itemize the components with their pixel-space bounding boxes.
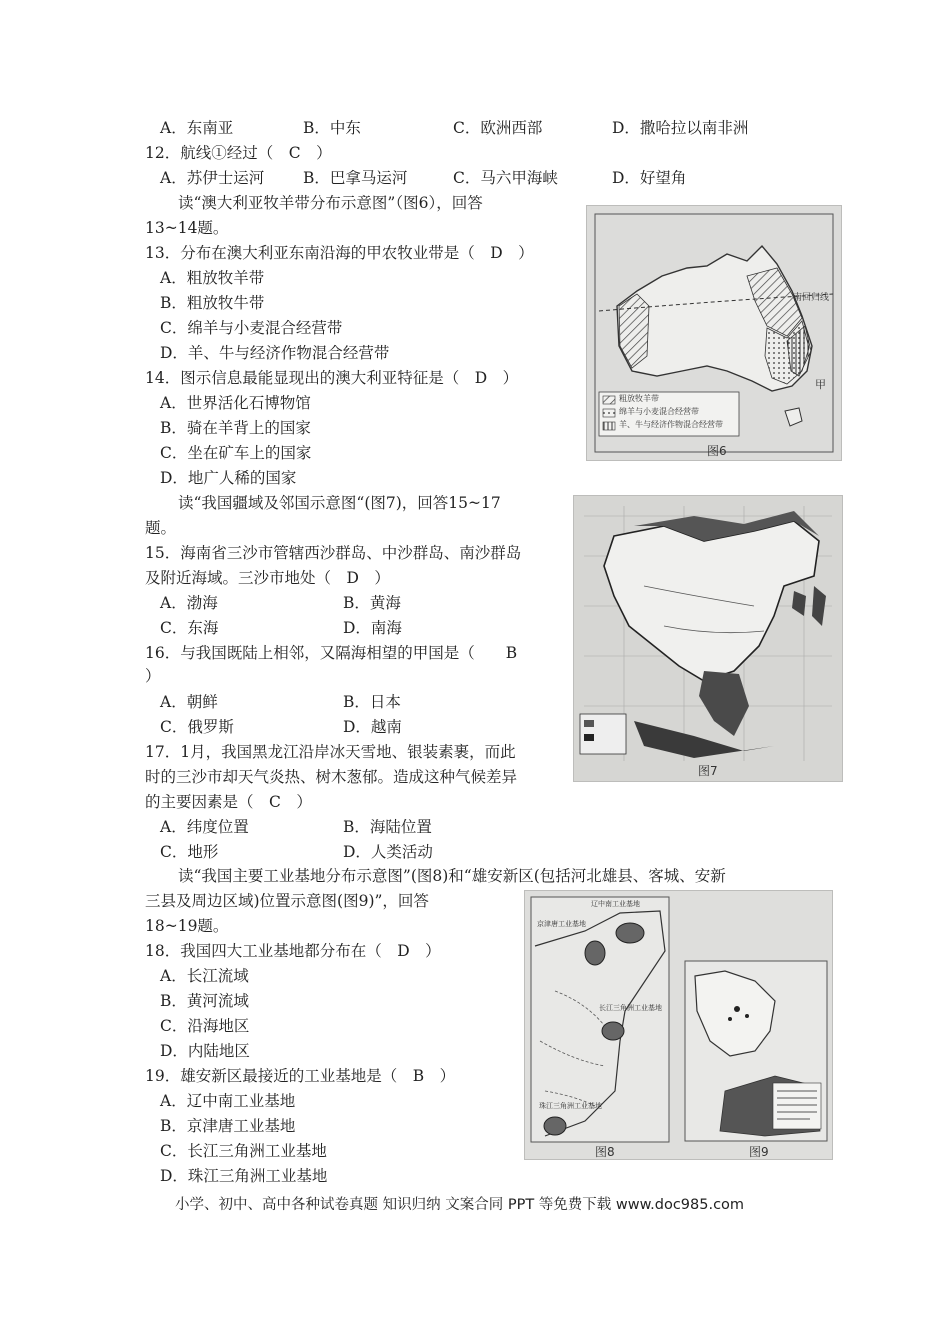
q11-option-b: B．中东 — [303, 119, 361, 137]
q16-option-d: D．越南 — [343, 718, 402, 736]
q17-stem-line1: 17．1月，我国黑龙江沿岸冰天雪地、银装素裹，而此 — [145, 743, 516, 761]
q16-option-c: C．俄罗斯 — [160, 718, 234, 736]
q15-option-b: B．黄海 — [343, 594, 401, 612]
figure-8-9-industrial-maps — [524, 890, 833, 1160]
q15-option-a: A．渤海 — [160, 594, 218, 612]
label-yangtze-delta: 长江三角洲工业基地 — [599, 1004, 662, 1012]
q18-option-d: D．内陆地区 — [160, 1042, 250, 1060]
jingjintang-base — [585, 941, 605, 965]
q19-stem: 19．雄安新区最接近的工业基地是（ B ） — [145, 1067, 456, 1085]
q15-stem-line2: 及附近海域。三沙市地处（ D ） — [145, 569, 390, 587]
q18-option-c: C．沿海地区 — [160, 1017, 250, 1035]
q15-option-c: C．东海 — [160, 619, 219, 637]
q12-stem: 12．航线①经过（ C ） — [145, 144, 332, 162]
intro-15-17-line1: 读“我国疆域及邻国示意图“(图7)，回答15~17 — [178, 494, 501, 512]
q19-option-a: A．辽中南工业基地 — [160, 1092, 296, 1110]
west-sheep-belt — [619, 294, 649, 368]
q16-stem-line1: 16．与我国既陆上相邻，又隔海相望的甲国是（ B — [145, 644, 518, 662]
legend-item-1: 粗放牧羊带 — [619, 394, 659, 403]
q12-option-a: A．苏伊士运河 — [160, 169, 265, 187]
q17-option-c: C．地形 — [160, 843, 219, 861]
q13-option-a: A．粗放牧羊带 — [160, 269, 265, 287]
q19-option-d: D．珠江三角洲工业基地 — [160, 1167, 328, 1185]
q18-option-a: A．长江流域 — [160, 967, 249, 985]
q12-option-b: B．巴拿马运河 — [303, 169, 408, 187]
china-map-svg — [574, 496, 842, 781]
intro-18-19-line2: 三县及周边区域)位置示意图(图9)”，回答 — [145, 892, 429, 910]
q15-stem-line1: 15．海南省三沙市管辖西沙群岛、中沙群岛、南沙群岛 — [145, 544, 522, 562]
legend-item-3: 羊、牛与经济作物混合经营带 — [619, 420, 723, 429]
industrial-maps-svg — [525, 891, 832, 1159]
q12-option-c: C．马六甲海峡 — [453, 169, 558, 187]
q12-option-d: D．好望角 — [612, 169, 687, 187]
figure-7-china-map — [573, 495, 843, 782]
q15-option-d: D．南海 — [343, 619, 402, 637]
figure-9-caption: 图9 — [749, 1145, 769, 1159]
intro-18-19-line1: 读“我国主要工业基地分布示意图”(图8)和“雄安新区(包括河北雄县、客城、安新 — [178, 867, 726, 885]
intro-13-14-line1: 读“澳大利亚牧羊带分布示意图”（图6），回答 — [178, 194, 483, 212]
q17-option-d: D．人类活动 — [343, 843, 433, 861]
q19-option-c: C．长江三角洲工业基地 — [160, 1142, 327, 1160]
q11-option-c: C．欧洲西部 — [453, 119, 543, 137]
pearl-delta-base — [544, 1117, 566, 1135]
q17-stem-line2: 时的三沙市却天气炎热、树木葱郁。造成这种气候差异 — [145, 768, 518, 786]
intro-13-14-line2: 13~14题。 — [145, 219, 229, 237]
label-jingjintang: 京津唐工业基地 — [537, 920, 586, 928]
q19-option-b: B．京津唐工业基地 — [160, 1117, 296, 1135]
tropic-label: 南回归线 — [793, 293, 830, 303]
q18-stem: 18．我国四大工业基地都分布在（ D ） — [145, 942, 441, 960]
legend-item-2: 绵羊与小麦混合经营带 — [619, 407, 699, 416]
q16-stem-line2: ） — [145, 667, 161, 685]
q13-option-b: B．粗放牧牛带 — [160, 294, 265, 312]
q14-option-d: D．地广人稀的国家 — [160, 469, 297, 487]
figure-8-caption: 图8 — [595, 1145, 615, 1159]
intro-15-17-line2: 题。 — [145, 519, 177, 537]
figure-6-caption: 图6 — [707, 444, 727, 458]
q14-stem: 14．图示信息最能显现出的澳大利亚特征是（ D ） — [145, 369, 519, 387]
q17-option-a: A．纬度位置 — [160, 818, 249, 836]
q18-option-b: B．黄河流域 — [160, 992, 249, 1010]
q14-option-b: B．骑在羊背上的国家 — [160, 419, 311, 437]
q14-option-a: A．世界活化石博物馆 — [160, 394, 311, 412]
q16-option-b: B．日本 — [343, 693, 401, 711]
intro-18-19-line3: 18~19题。 — [145, 917, 229, 935]
q17-option-b: B．海陆位置 — [343, 818, 432, 836]
label-liaozhongnan: 辽中南工业基地 — [591, 900, 640, 908]
label-pearl-delta: 珠江三角洲工业基地 — [539, 1102, 602, 1110]
figure-6-australia-map — [586, 205, 842, 461]
q13-option-d: D．羊、牛与经济作物混合经营带 — [160, 344, 390, 362]
q11-option-a: A．东南亚 — [160, 119, 234, 137]
q13-stem: 13．分布在澳大利亚东南沿海的甲农牧业带是（ D ） — [145, 244, 534, 262]
q17-stem-line3: 的主要因素是（ C ） — [145, 793, 312, 811]
q16-option-a: A．朝鲜 — [160, 693, 218, 711]
yangtze-delta-base — [602, 1022, 624, 1040]
liaozhongnan-base — [616, 923, 644, 943]
q11-option-d: D．撒哈拉以南非洲 — [612, 119, 749, 137]
q13-option-c: C．绵羊与小麦混合经营带 — [160, 319, 343, 337]
jia-label: 甲 — [815, 378, 826, 391]
footer-watermark: 小学、初中、高中各种试卷真题 知识归纳 文案合同 PPT 等免费下载 www.doc985.com — [175, 1197, 745, 1213]
figure-9-note-box — [773, 1083, 821, 1129]
tasmania — [785, 408, 802, 426]
q14-option-c: C．坐在矿车上的国家 — [160, 444, 312, 462]
figure-7-caption: 图7 — [698, 764, 718, 778]
